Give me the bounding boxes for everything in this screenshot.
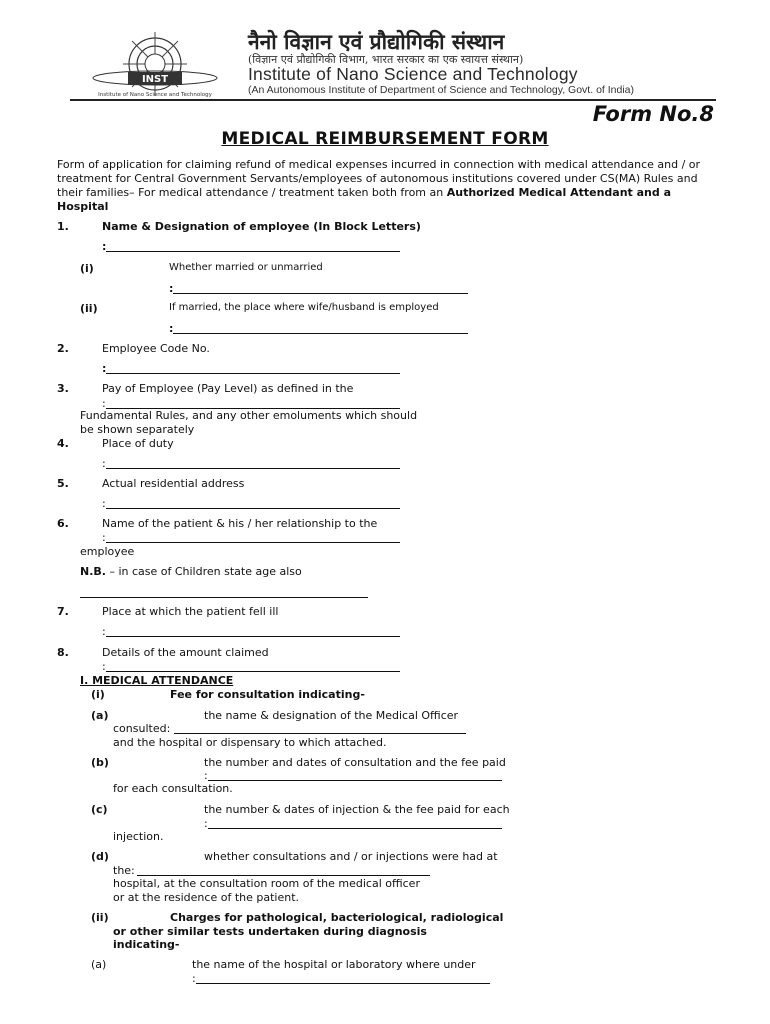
q1ii-number: (ii) — [80, 302, 98, 315]
q2-colon: : — [102, 362, 107, 375]
q1i-label: Whether married or unmarried — [169, 262, 323, 273]
ii-a-number: (a) — [91, 958, 107, 971]
q1i-number: (i) — [80, 262, 94, 275]
sub-ii-label: Charges for pathological, bacteriological, radiological — [170, 911, 504, 924]
q8-label: Details of the amount claimed — [102, 646, 269, 659]
a-consulted: consulted: — [113, 722, 171, 735]
q3-continuation-2: be shown separately — [80, 423, 195, 436]
q7-number: 7. — [57, 605, 69, 618]
hindi-institute-subtitle: (विज्ञान एवं प्रौद्योगिकी विभाग, भारत सरकार का एक स्वायत्त संस्थान) — [248, 53, 524, 66]
b-number: (b) — [91, 756, 109, 769]
q4-answer-field[interactable] — [106, 468, 400, 469]
q4-colon: : — [102, 457, 106, 470]
c-colon: : — [204, 817, 208, 830]
b-continuation: for each consultation. — [113, 782, 233, 795]
q3-colon: : — [102, 397, 106, 410]
institute-title: Institute of Nano Science and Technology — [248, 64, 578, 84]
q1i-answer-field[interactable] — [173, 293, 468, 294]
q6-answer-field[interactable] — [106, 542, 400, 543]
q8-number: 8. — [57, 646, 69, 659]
logo-caption: Institute of Nano Science and Technology — [98, 92, 212, 98]
b-label: the number and dates of consultation and the fee paid — [204, 756, 506, 769]
sub-ii-continuation-2: indicating- — [113, 938, 180, 951]
q8-colon: : — [102, 660, 106, 673]
sub-i-label: Fee for consultation indicating- — [170, 688, 365, 701]
inst-logo — [70, 20, 240, 100]
a-number: (a) — [91, 709, 109, 722]
q1-colon: : — [102, 240, 107, 253]
q6-number: 6. — [57, 517, 69, 530]
q6-continuation: employee — [80, 545, 135, 558]
q4-number: 4. — [57, 437, 69, 450]
header-divider — [70, 99, 716, 101]
a-answer-field[interactable] — [174, 733, 466, 734]
q2-label: Employee Code No. — [102, 342, 210, 355]
q2-number: 2. — [57, 342, 69, 355]
institute-subtitle: (An Autonomous Institute of Department of Science and Technology, Govt. of India) — [248, 84, 635, 96]
intro-paragraph: Form of application for claiming refund of medical expenses incurred in connection with medical attendance and / or treatment for Central Government Servants/employees of autonomous institutions covered under CS(MA) Rules and their families– For medical attendance / treatment taken both from an Authorized Medical Attendant and a Hospital — [57, 158, 701, 213]
ii-a-answer-field[interactable] — [196, 983, 490, 984]
c-answer-field[interactable] — [208, 828, 502, 829]
d-number: (d) — [91, 850, 109, 863]
sub-ii-number: (ii) — [91, 911, 109, 924]
q5-label: Actual residential address — [102, 477, 245, 490]
b-colon: : — [204, 769, 208, 782]
q1ii-colon: : — [169, 322, 174, 335]
d-answer-field[interactable] — [137, 875, 430, 876]
q1ii-label: If married, the place where wife/husband is employed — [169, 302, 439, 313]
c-label: the number & dates of injection & the fee paid for each — [204, 803, 510, 816]
q8-answer-field[interactable] — [106, 671, 400, 672]
q3-number: 3. — [57, 382, 69, 395]
ii-a-label: the name of the hospital or laboratory where under — [192, 958, 476, 971]
d-continuation-2: or at the residence of the patient. — [113, 891, 300, 904]
q5-number: 5. — [57, 477, 69, 490]
q6-label: Name of the patient & his / her relationship to the — [102, 517, 378, 530]
form-number: Form No.8 — [592, 102, 714, 126]
q5-answer-field[interactable] — [106, 508, 400, 509]
q3-continuation-1: Fundamental Rules, and any other emoluments which should — [80, 409, 418, 422]
sub-ii-continuation-1: or other similar tests undertaken during diagnosis — [113, 925, 427, 938]
ii-a-colon: : — [192, 972, 196, 985]
form-title: MEDICAL REIMBURSEMENT FORM — [221, 129, 549, 149]
d-continuation-1: hospital, at the consultation room of the medical officer — [113, 877, 420, 890]
c-continuation: injection. — [113, 830, 164, 843]
q2-answer-field[interactable] — [106, 373, 400, 374]
d-label: whether consultations and / or injections were had at — [204, 850, 498, 863]
q7-label: Place at which the patient fell ill — [102, 605, 279, 618]
a-label: the name & designation of the Medical Officer — [204, 709, 459, 722]
hindi-institute-title: नैनो विज्ञान एवं प्रौद्योगिकी संस्थान — [248, 29, 505, 54]
q1ii-answer-field[interactable] — [173, 333, 468, 334]
nb-note: N.B. – in case of Children state age also — [80, 565, 302, 578]
a-continuation: and the hospital or dispensary to which attached. — [113, 736, 387, 749]
q4-label: Place of duty — [102, 437, 174, 450]
nb-answer-field[interactable] — [80, 597, 368, 598]
q1i-colon: : — [169, 282, 174, 295]
q6-colon: : — [102, 531, 106, 544]
section-medical-attendance: I. MEDICAL ATTENDANCE — [80, 674, 234, 687]
logo-text: INST — [141, 74, 169, 85]
c-number: (c) — [91, 803, 108, 816]
q1-number: 1. — [57, 220, 69, 233]
q3-label: Pay of Employee (Pay Level) as defined in the — [102, 382, 354, 395]
q7-answer-field[interactable] — [106, 636, 400, 637]
q1-label: Name & Designation of employee (In Block Letters) — [102, 220, 421, 233]
q5-colon: : — [102, 497, 106, 510]
sub-i-number: (i) — [91, 688, 105, 701]
q7-colon: : — [102, 625, 106, 638]
b-answer-field[interactable] — [208, 780, 502, 781]
d-the: the: — [113, 864, 135, 877]
q1-answer-field[interactable] — [106, 251, 400, 252]
